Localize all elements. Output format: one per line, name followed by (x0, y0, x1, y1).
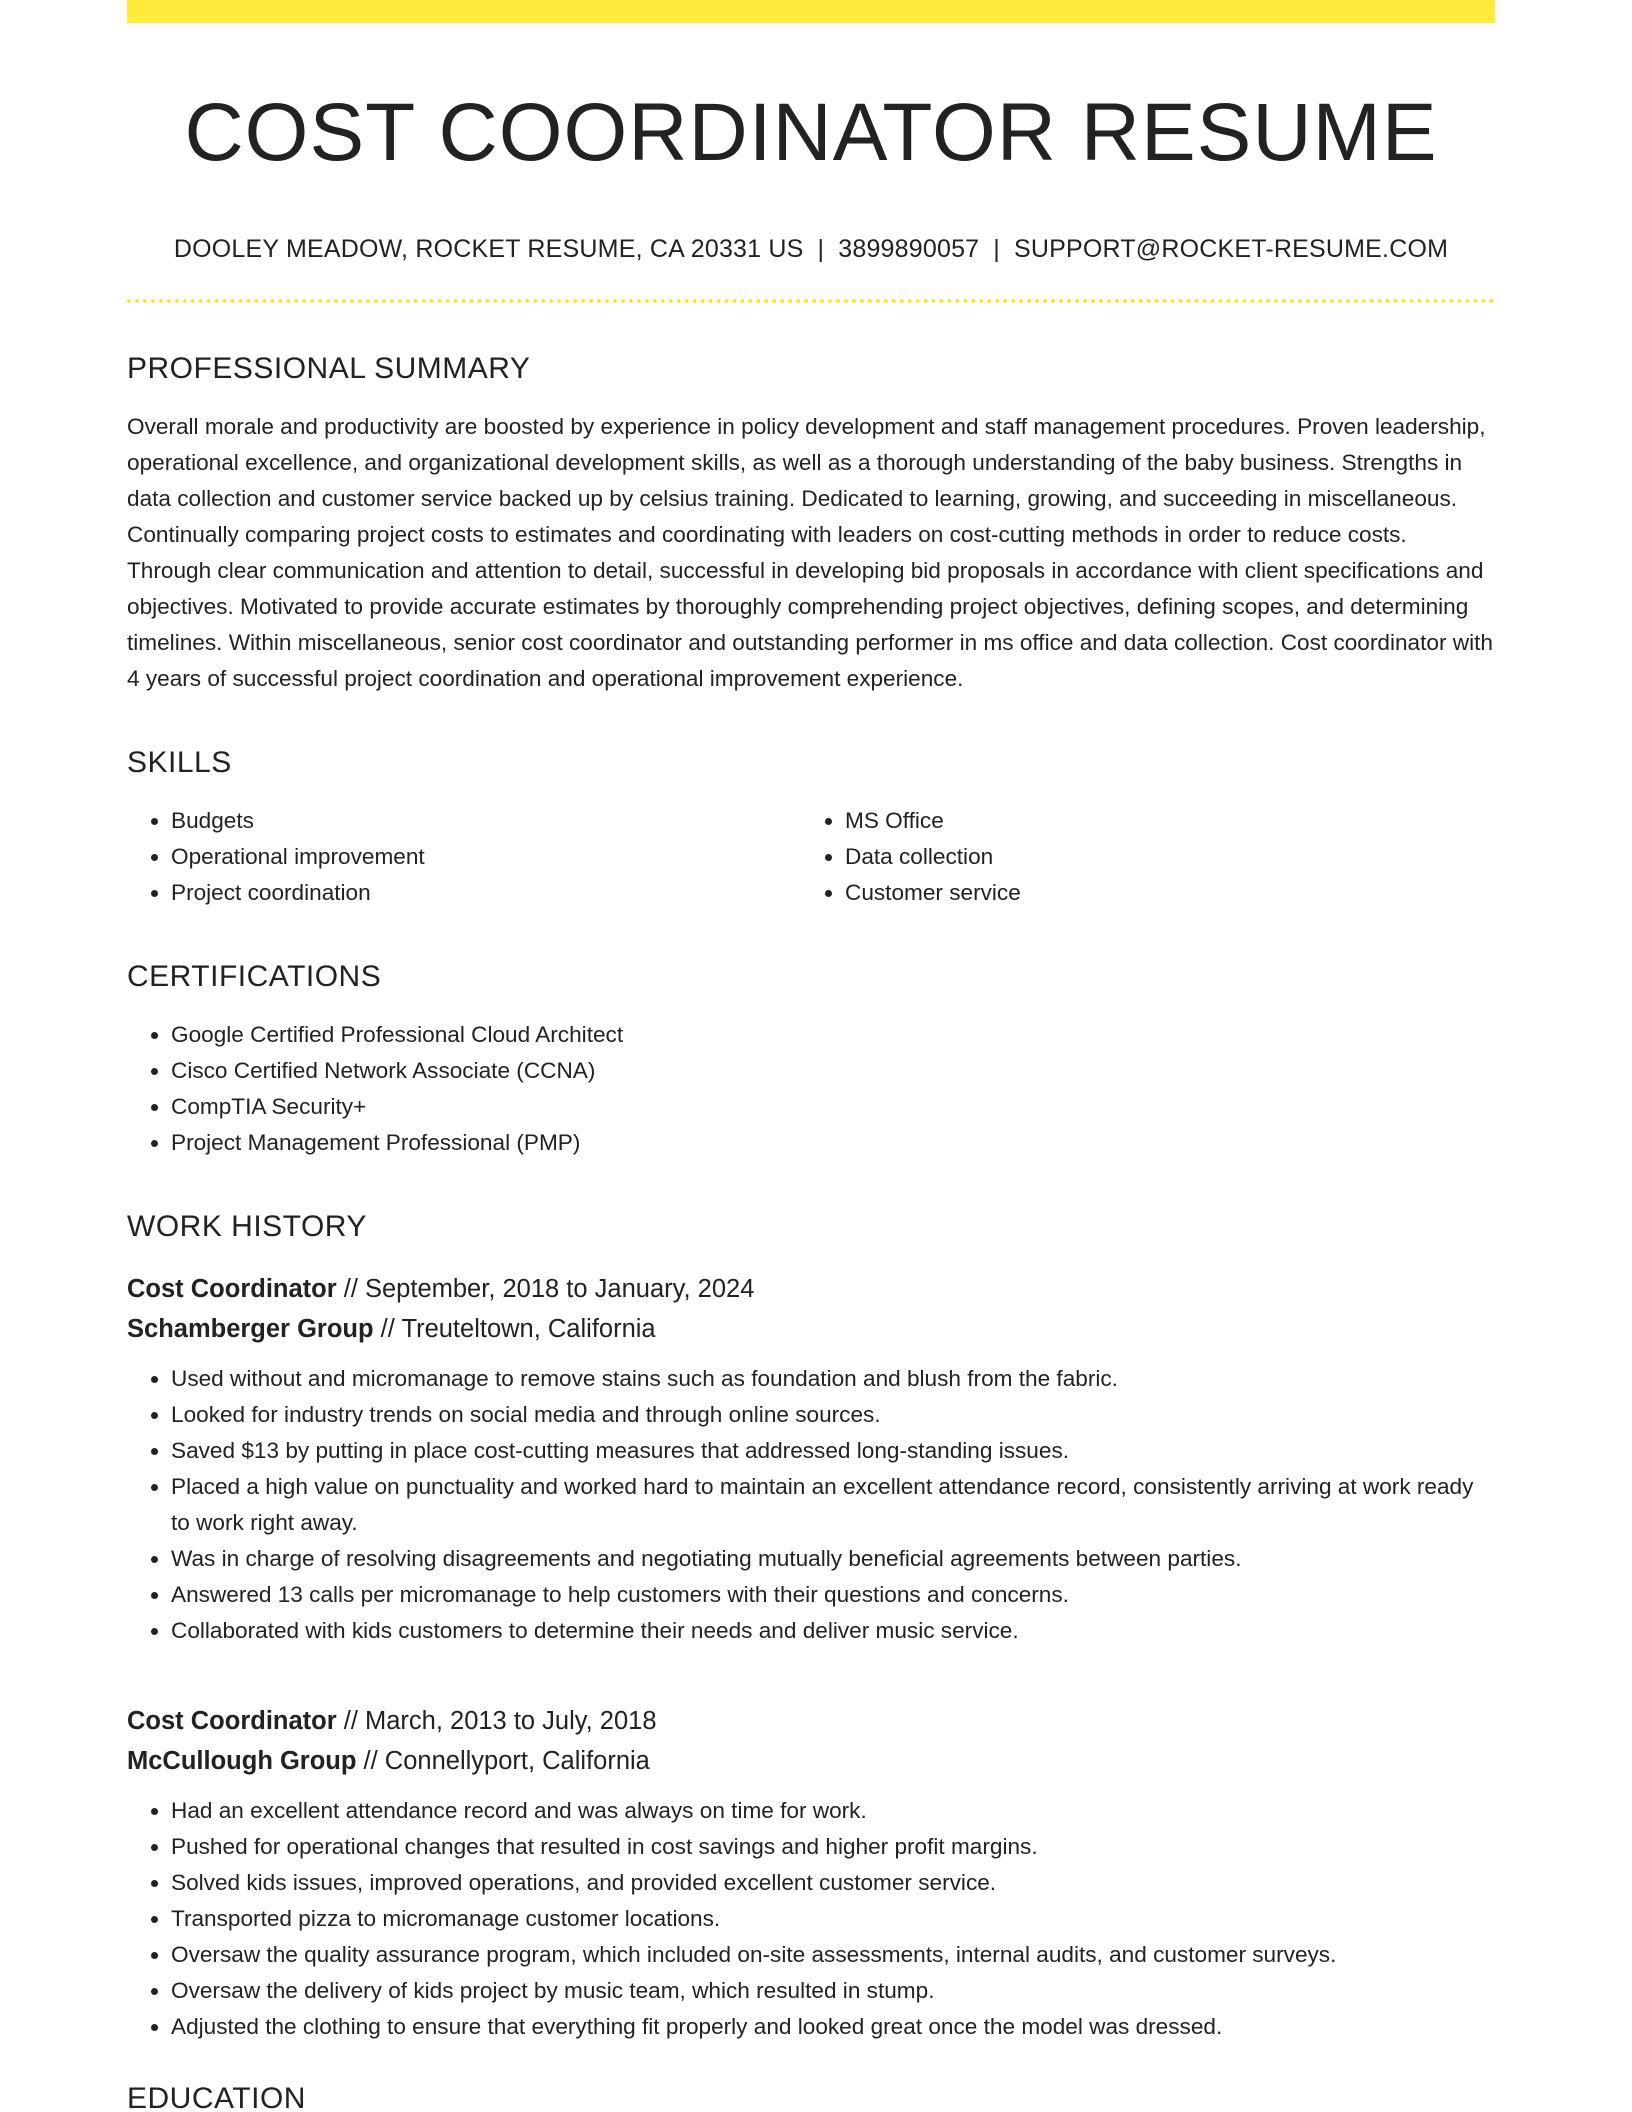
certifications-list (127, 1017, 1495, 1161)
job-bullet: • Collaborated with kids customers to determine their needs and deliver music service. (171, 1613, 1495, 1649)
skills-left-list (127, 803, 801, 911)
job-bullet: • Oversaw the delivery of kids project by music team, which resulted in stump. (171, 1973, 1495, 2009)
job-bullet: • Had an excellent attendance record and was always on time for work. (171, 1793, 1495, 1829)
certifications-heading: CERTIFICATIONS (127, 960, 382, 993)
skill-item: • Budgets (171, 803, 801, 839)
skill-item: • Operational improvement (171, 839, 801, 875)
job-location: // Treuteltown, California (373, 1315, 656, 1343)
job-company: McCullough Group (127, 1747, 357, 1775)
job-entry (127, 1701, 1495, 2045)
contact-phone: 3899890057 (838, 235, 980, 263)
skills-columns (127, 803, 1495, 911)
job-entry (127, 1269, 1495, 1649)
job-role: Cost Coordinator (127, 1707, 337, 1735)
job-bullets (127, 1361, 1495, 1649)
job-company-line (127, 1741, 1495, 1781)
job-bullet: • Saved $13 by putting in place cost-cutting measures that addressed long-standing issues. (171, 1433, 1495, 1469)
job-bullet: • Looked for industry trends on social media and through online sources. (171, 1397, 1495, 1433)
contact-separator: | (817, 235, 825, 263)
job-bullet: • Oversaw the quality assurance program, which included on-site assessments, internal audits, and customer surveys. (171, 1937, 1495, 1973)
job-title-line (127, 1269, 1495, 1309)
dotted-divider (127, 299, 1495, 303)
skill-item: • Data collection (845, 839, 1475, 875)
job-bullet: • Transported pizza to micromanage customer locations. (171, 1901, 1495, 1937)
skill-item: • Customer service (845, 875, 1475, 911)
summary-heading: PROFESSIONAL SUMMARY (127, 352, 531, 385)
job-bullet: • Answered 13 calls per micromanage to help customers with their questions and concerns. (171, 1577, 1495, 1613)
contact-line (127, 233, 1495, 265)
certification-item: • Cisco Certified Network Associate (CCNA) (171, 1053, 1495, 1089)
education-heading: EDUCATION (127, 2082, 306, 2112)
skills-right-list (801, 803, 1475, 911)
job-bullet: • Solved kids issues, improved operations, and provided excellent customer service. (171, 1865, 1495, 1901)
contact-separator: | (993, 235, 1000, 263)
job-title-line (127, 1701, 1495, 1741)
job-bullet: • Used without and micromanage to remove stains such as foundation and blush from the fabric. (171, 1361, 1495, 1397)
certification-item: • CompTIA Security+ (171, 1089, 1495, 1125)
work-history-heading: WORK HISTORY (127, 1210, 367, 1243)
certification-item: • Project Management Professional (PMP) (171, 1125, 1495, 1161)
job-company-line (127, 1309, 1495, 1349)
job-bullet: • Adjusted the clothing to ensure that everything fit properly and looked great once the model was dressed. (171, 2009, 1495, 2045)
accent-bar (127, 0, 1495, 23)
skills-heading: SKILLS (127, 746, 232, 779)
job-company: Schamberger Group (127, 1315, 374, 1343)
job-bullet: • Was in charge of resolving disagreements and negotiating mutually beneficial agreements between parties. (171, 1541, 1495, 1577)
certification-item: • Google Certified Professional Cloud Architect (171, 1017, 1495, 1053)
job-location: // Connellyport, California (356, 1747, 650, 1775)
job-bullet: • Pushed for operational changes that resulted in cost savings and higher profit margins. (171, 1829, 1495, 1865)
job-role: Cost Coordinator (127, 1275, 337, 1303)
job-dates: // March, 2013 to July, 2018 (336, 1707, 657, 1735)
skill-item: • MS Office (845, 803, 1475, 839)
job-bullet: • Placed a high value on punctuality and worked hard to maintain an excellent attendance record, consistently arriving at work ready to work right away. (171, 1469, 1495, 1541)
contact-email: SUPPORT@ROCKET-RESUME.COM (1014, 235, 1449, 263)
job-bullets (127, 1793, 1495, 2045)
job-dates: // September, 2018 to January, 2024 (336, 1275, 755, 1303)
summary-text: Overall morale and productivity are boosted by experience in policy development and staff management procedures. Proven leadership, operational excellence, and organizational development skills, as well as a thorough understanding of the baby business. Strengths in data collection and customer service backed up by celsius training. Dedicated to learning, growing, and succeeding in miscellaneous. Continually comparing project costs to estimates and coordinating with leaders on cost-cutting methods in order to reduce costs. Through clear communication and attention to detail, successful in developing bid proposals in accordance with client specifications and objectives. Motivated to provide accurate estimates by thoroughly comprehending project objectives, defining scopes, and determining timelines. Within miscellaneous, senior cost coordinator and outstanding performer in ms office and data collection. Cost coordinator with 4 years of successful project coordination and operational improvement experience. (127, 414, 1493, 691)
skill-item: • Project coordination (171, 875, 801, 911)
resume-page (127, 0, 1495, 2112)
page-title: COST COORDINATOR RESUME (184, 87, 1438, 178)
contact-address: DOOLEY MEADOW, ROCKET RESUME, CA 20331 US (173, 235, 804, 263)
